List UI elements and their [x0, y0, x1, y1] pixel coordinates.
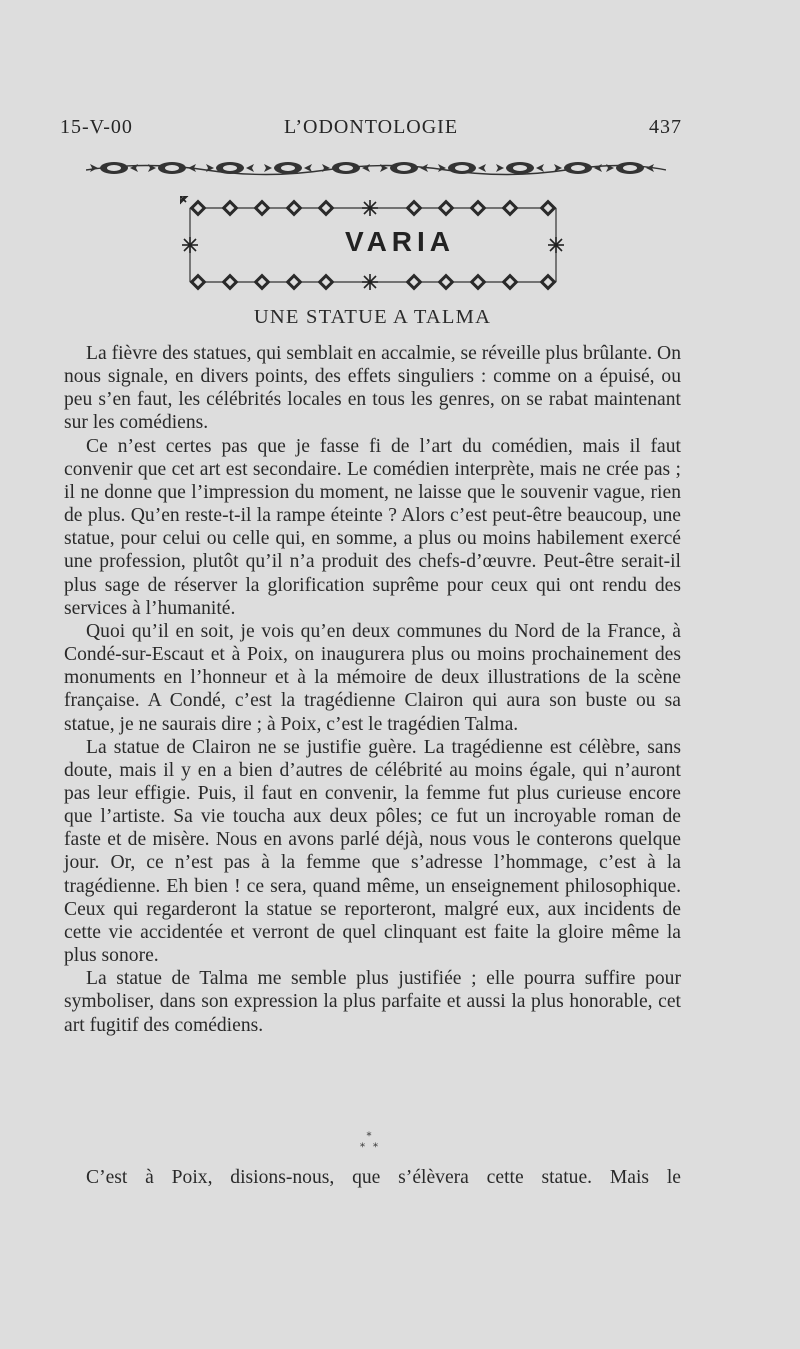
- issue-date: 15-V-00: [60, 116, 133, 138]
- svg-text:*: *: [373, 1142, 378, 1153]
- journal-title: L’ODONTOLOGIE: [283, 116, 459, 138]
- svg-text:*: *: [366, 1131, 372, 1142]
- paragraph: Quoi qu’il en soit, je vois qu’en deux communes du Nord de la France, à Condé-sur-Escaut et à Poix, on inaugurera plus ou moins prochainement des monuments en l’honneur et à la mémoire de deux illustrations de la scène française. A Condé, c’est la tragédienne Clairon qui aura son buste ou sa statue, je ne saurais dire ; à Poix, c’est le tragédien Talma.: [64, 620, 681, 735]
- svg-text:*: *: [360, 1142, 365, 1153]
- article-body: [64, 342, 681, 1037]
- paragraph: La statue de Clairon ne se justifie guère. La tragédienne est célèbre, sans doute, mais il y en a bien d’autres de célébrité au moins égale, qui n’auront pas leur effigie. Puis, il faut en convenir, la femme fut plus curieuse encore que l’artiste. Sa vie toucha aux deux pôles; ce fut un incroyable roman de faste et de misère. Nous en avons parlé déjà, nous vous le conterons quelque jour. Or, ce n’est pas à la femme que s’adresse l’hommage, c’est à la tragédienne. Eh bien ! ce sera, quand même, un enseignement philosophique. Ceux qui regarderont la statue se reporteront, malgré eux, aux incidents de cette vie accidentée et verront de quel clinquant est faite la gloire même la plus sonore.: [64, 736, 681, 967]
- article-title: UNE STATUE A TALMA: [253, 306, 492, 328]
- ornamental-band: [86, 150, 666, 184]
- paragraph: La fièvre des statues, qui semblait en accalmie, se réveille plus brûlante. On nous signale, en divers points, des effets singuliers : comme on a épuisé, ou peu s’en faut, les célébrités locales en tous les genres, on se rabat maintenant sur les comédiens.: [64, 343, 681, 434]
- running-head: [60, 116, 682, 144]
- paragraph: Ce n’est certes pas que je fasse fi de l’art du comédien, mais il faut convenir que cet art est secondaire. Le comédien interprète, mais ne crée pas ; il ne donne que l’impression du moment, ne laisse que le souvenir vague, rien de plus. Qu’en reste-t-il la rampe éteinte ? Alors c’est peut-être beaucoup, une statue, pour celui ou celle qui, en somme, a plus ou moins habilement exercé une profession, plutôt qu’il n’a produit des chefs-d’œuvre. Peut-être serait-il plus sage de réserver la glorification suprême pour ceux qui ont rendu des services à l’humanité.: [64, 435, 681, 619]
- asterism-divider: [356, 1128, 386, 1158]
- section-title: VARIA: [344, 226, 456, 257]
- continuation-line: C’est à Poix, disions-nous, que s’élèvera cette statue. Mais le: [86, 1167, 681, 1188]
- paragraph: La statue de Talma me semble plus justifiée ; elle pourra suffire pour symboliser, dans son expression la plus parfaite et aussi la plus honorable, cet art fugitif des comédiens.: [64, 968, 681, 1036]
- page-number: 437: [649, 116, 682, 138]
